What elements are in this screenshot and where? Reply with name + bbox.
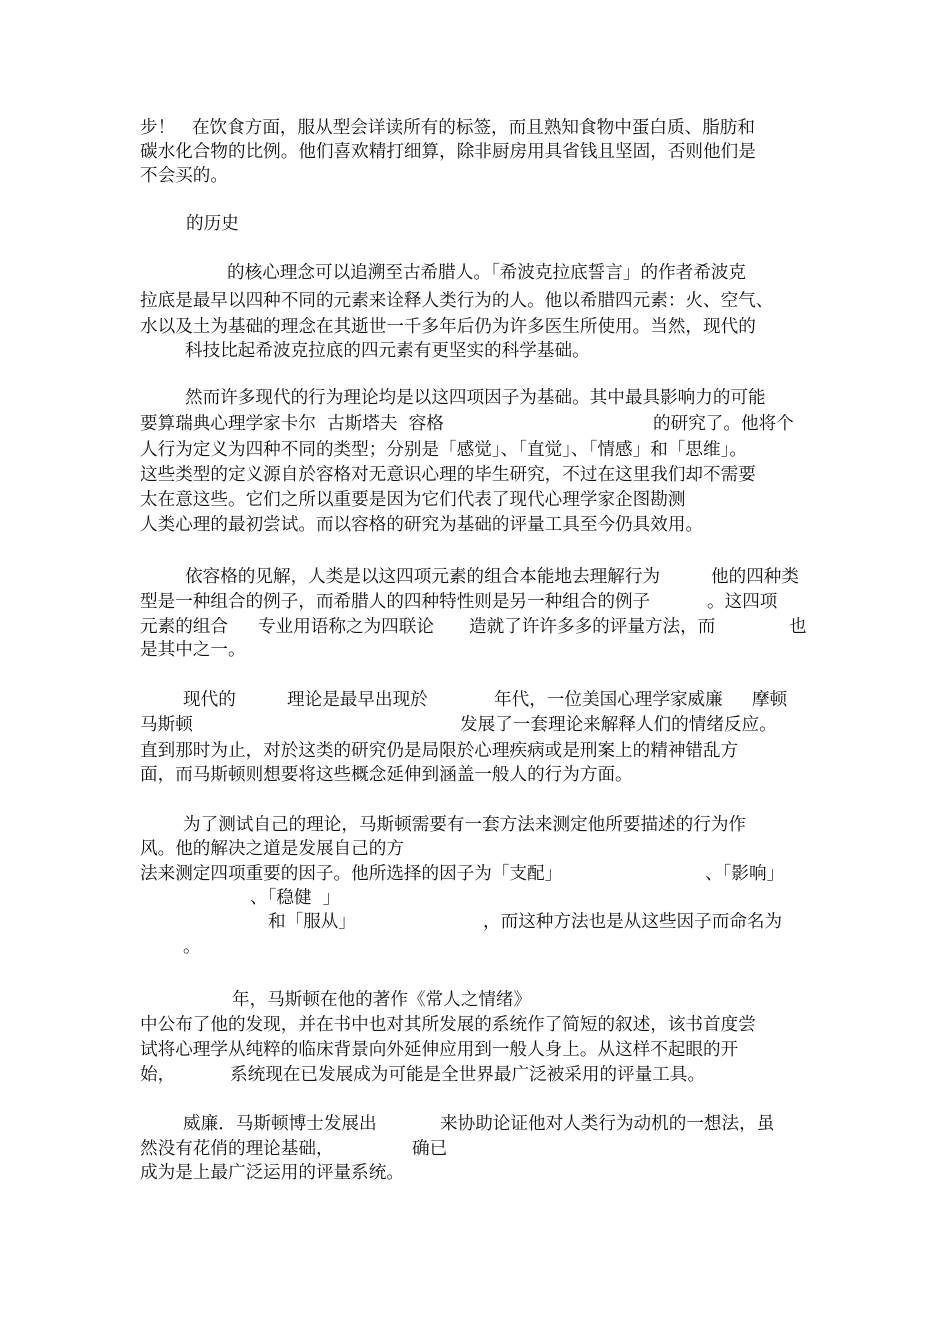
text-line: 确已 xyxy=(412,1139,448,1159)
text-line: 科技比起希波克拉底的四元素有更坚实的科学基础。 xyxy=(185,341,590,361)
text-line: 然而许多现代的行为理论均是以这四项因子为基础。其中最具影响力的可能 xyxy=(185,388,766,408)
text-line: 理论是最早出现於 xyxy=(287,690,428,710)
text-line: 元素的组合 xyxy=(140,617,228,637)
text-line: 要算瑞典心理学家卡尔 古斯塔夫 容格 xyxy=(140,414,444,434)
text-line: 他的四种类 xyxy=(711,567,799,587)
text-line: 步！ 在饮食方面，服从型会详读所有的标签，而且熟知食物中蛋白质、脂肪和 xyxy=(140,118,755,138)
text-line: 太在意这些。它们之所以重要是因为它们代表了现代心理学家企图勘测 xyxy=(140,490,686,510)
text-line: 成为是上最广泛运用的评量系统。 xyxy=(140,1163,404,1183)
text-line: 来协助论证他对人类行为动机的一想法，虽 xyxy=(440,1114,775,1134)
text-line: 威廉．马斯顿博士发展出 xyxy=(183,1114,377,1134)
text-line: 的核心理念可以追溯至古希腊人。「希波克拉底誓言」的作者希波克 xyxy=(227,263,747,283)
text-line: 直到那时为止，对於这类的研究仍是局限於心理疾病或是刑案上的精神错乱方 xyxy=(140,741,739,761)
text-line: 年代，一位美国心理学家威廉 xyxy=(494,690,723,710)
text-line: ，而这种方法也是从这些因子而命名为 xyxy=(483,912,783,932)
text-line: 中公布了他的发现，并在书中也对其所发展的系统作了简短的叙述，该书首度尝 xyxy=(140,1015,756,1035)
text-line: 拉底是最早以四种不同的元素来诠释人类行为的人。他以希腊四元素：火、空气、 xyxy=(140,291,774,311)
text-line: 现代的 xyxy=(183,690,236,710)
text-line: 试将心理学从纯粹的临床背景向外延伸应用到一般人身上。从这样不起眼的开 xyxy=(140,1040,739,1060)
text-line: 造就了许许多多的评量方法，而 xyxy=(469,617,716,637)
text-line: 系统现在已发展成为可能是全世界最广泛被采用的评量工具。 xyxy=(230,1065,706,1085)
text-line: 年，马斯顿在他的著作《常人之情绪》 xyxy=(232,990,532,1010)
text-line: 为了测试自己的理论，马斯顿需要有一套方法来测定他所要描述的行为作 xyxy=(183,815,747,835)
text-line: 的研究了。他将个 xyxy=(653,414,794,434)
text-line: 。这四项 xyxy=(707,592,778,612)
section-heading: 的历史 xyxy=(186,214,239,234)
text-line: 面，而马斯顿则想要将这些概念延伸到涵盖一般人的行为方面。 xyxy=(140,765,633,785)
text-line: 这些类型的定义源自於容格对无意识心理的毕生研究，不过在这里我们却不需要 xyxy=(140,465,756,485)
text-line: 也 xyxy=(789,617,807,637)
text-line: 依容格的见解，人类是以这四项元素的组合本能地去理解行为 xyxy=(185,567,661,587)
text-line: 、「影响」 xyxy=(705,864,785,884)
text-line: 始， xyxy=(140,1065,176,1085)
text-line: 法来测定四项重要的因子。他所选择的因子为「支配」 xyxy=(140,864,563,884)
text-line: 风。他的解决之道是发展自己的方 xyxy=(140,839,404,859)
text-line: 然没有花俏的理论基础， xyxy=(140,1139,334,1159)
text-line: 摩顿 xyxy=(752,690,788,710)
text-line: 专业用语称之为四联论 xyxy=(258,617,434,637)
text-line: 是其中之一。 xyxy=(140,640,246,660)
text-line: 人行为定义为四种不同的类型；分别是「感觉」、「直觉」、「情感」和「思维」。 xyxy=(140,440,747,460)
text-line: 人类心理的最初尝试。而以容格的研究为基础的评量工具至今仍具效用。 xyxy=(140,515,704,535)
text-line: 不会买的。 xyxy=(140,166,228,186)
text-line: 发展了一套理论来解释人们的情绪反应。 xyxy=(460,715,777,735)
text-line: 。 xyxy=(183,937,201,957)
text-line: 水以及土为基础的理念在其逝世一千多年后仍为许多医生所使用。当然，现代的 xyxy=(140,317,756,337)
text-line: 和「服从」 xyxy=(268,912,356,932)
text-line: 、「稳健 」 xyxy=(250,888,341,908)
text-line: 马斯顿 xyxy=(140,715,193,735)
text-line: 碳水化合物的比例。他们喜欢精打细算，除非厨房用具省钱且坚固，否则他们是 xyxy=(140,142,756,162)
text-line: 型是一种组合的例子，而希腊人的四种特性则是另一种组合的例子 xyxy=(140,592,651,612)
